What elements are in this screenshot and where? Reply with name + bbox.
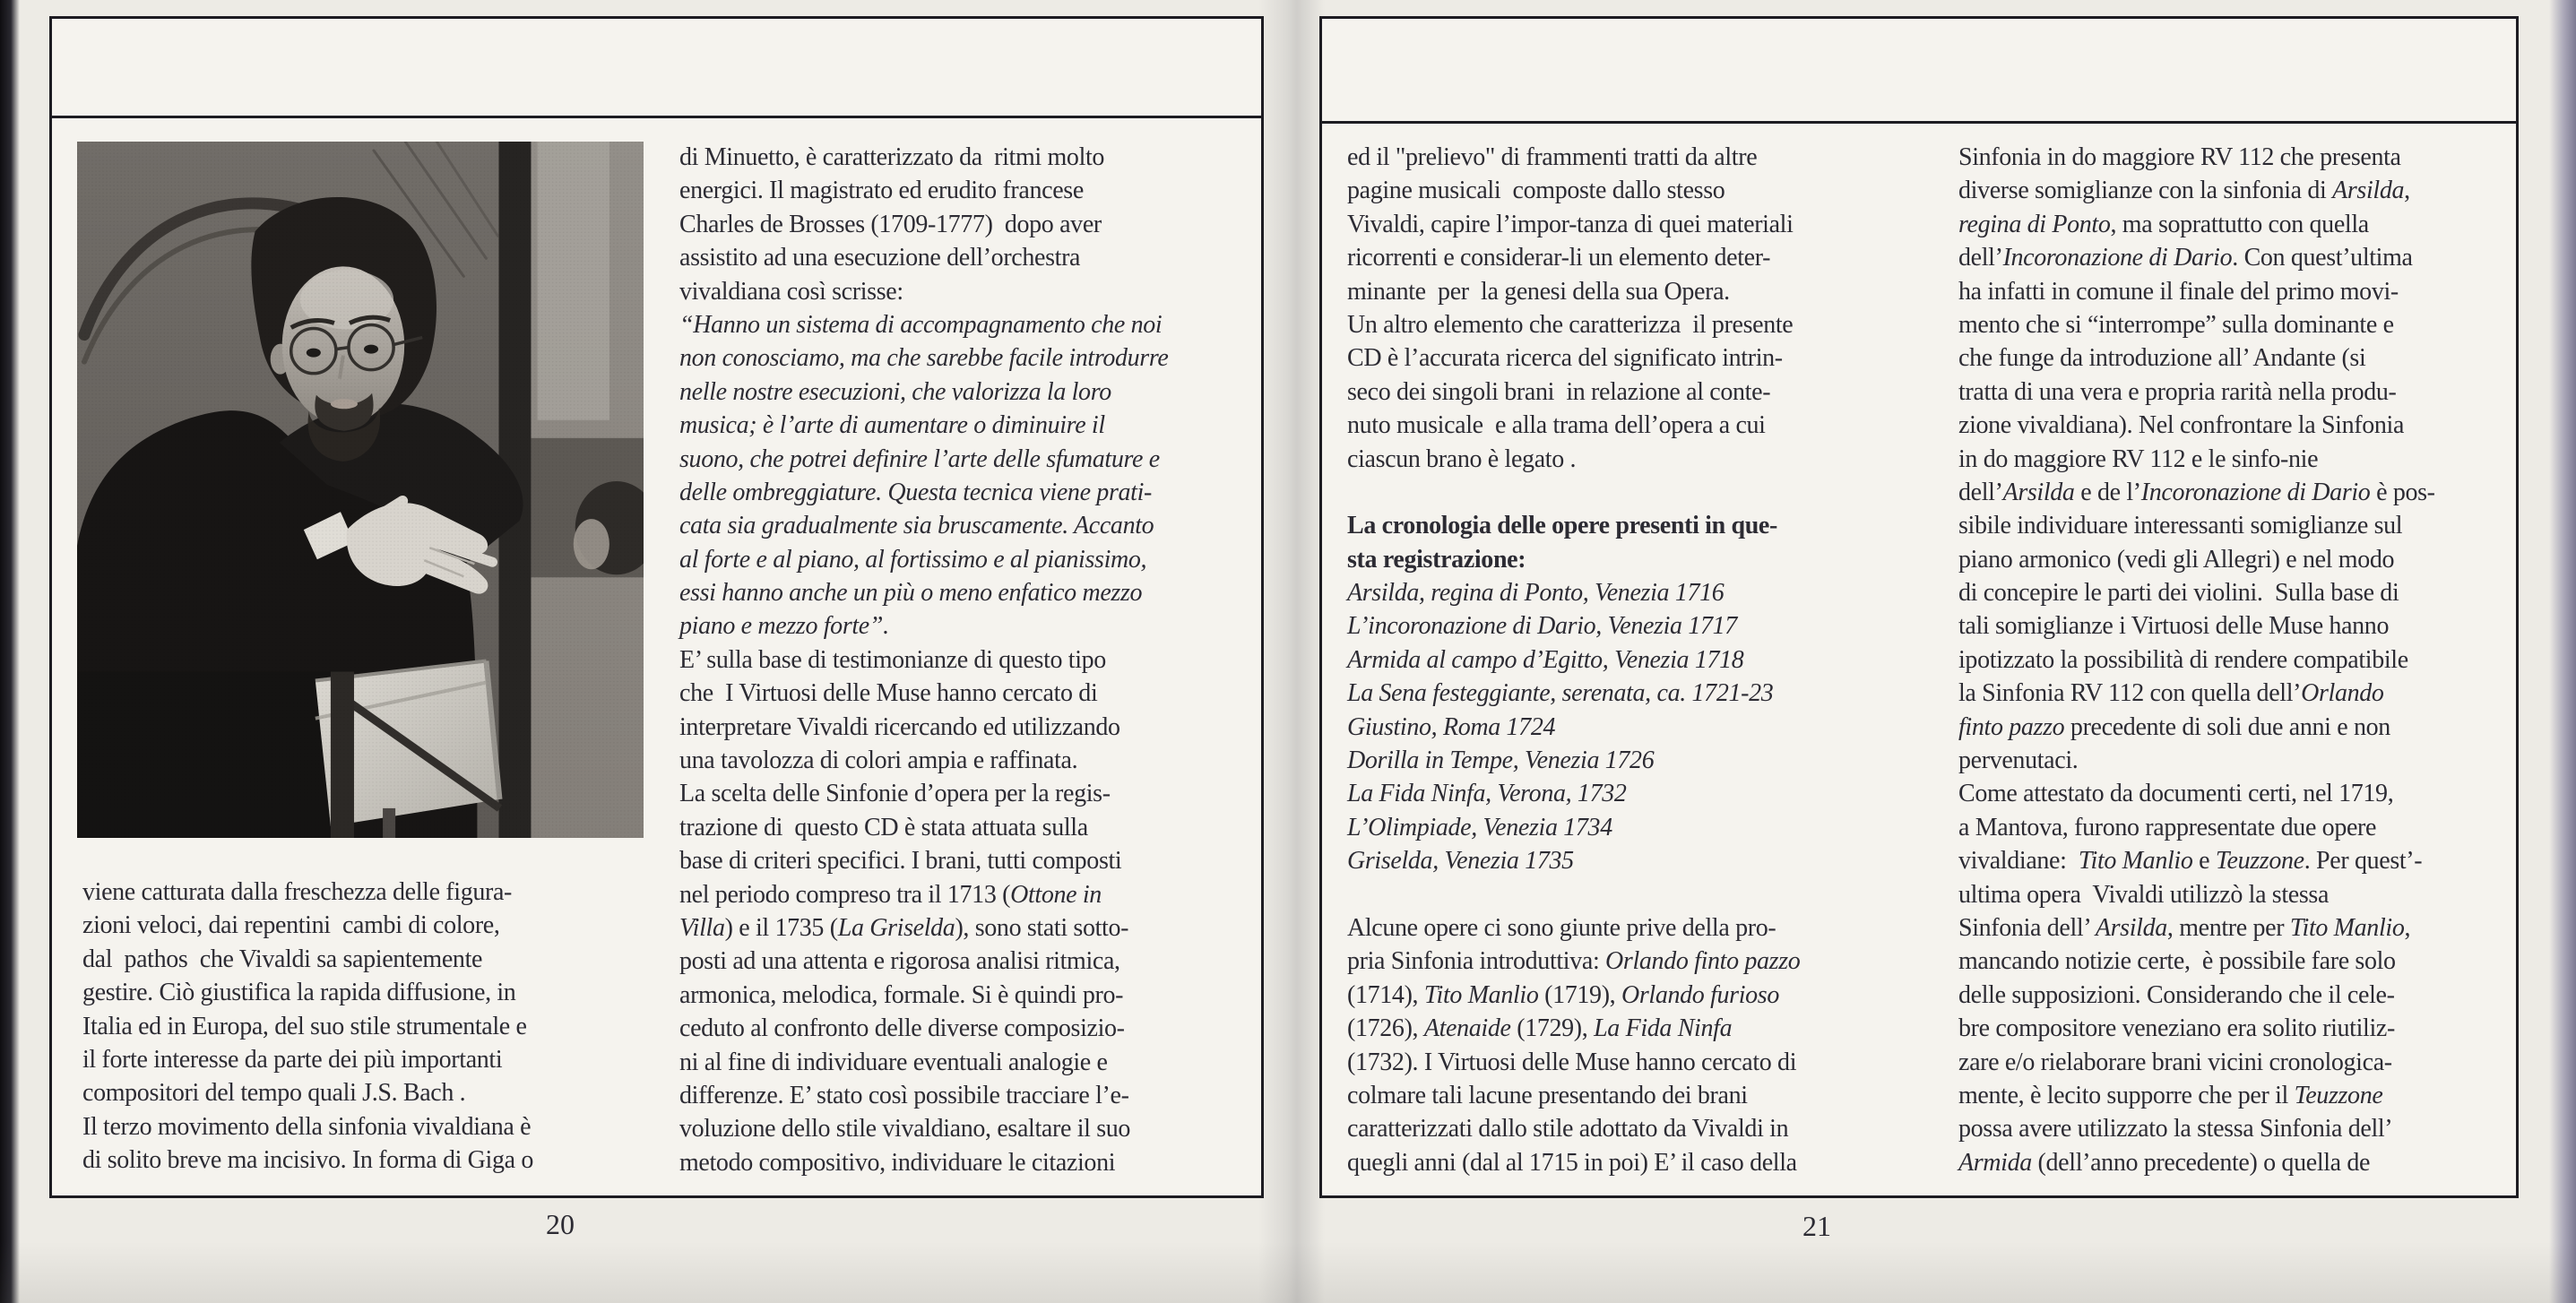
text-run: Orlando furioso <box>1621 980 1779 1009</box>
text-run: E’ sulla base di testimonianze di questo tipo <box>679 645 1106 674</box>
text-run: Tito Manlio <box>2289 913 2405 942</box>
text-run: a Mantova, furono rappresentate due opere <box>1958 813 2377 841</box>
text-line <box>679 609 1260 643</box>
text-line <box>1958 208 2514 241</box>
text-line <box>679 643 1260 677</box>
text-run: pervenutaci. <box>1958 746 2079 775</box>
left-page-column-1 <box>82 876 645 1178</box>
text-run: Villa <box>679 913 725 942</box>
text-run: cata sia gradualmente sia bruscamente. Accanto <box>679 512 1154 540</box>
text-run: minante per la genesi della sua Opera. <box>1347 277 1730 306</box>
text-line <box>82 1010 645 1043</box>
text-line <box>679 945 1260 978</box>
text-line <box>1958 878 2514 911</box>
text-run: regina di Ponto <box>1958 210 2111 238</box>
text-run: Arsilda <box>2002 478 2075 506</box>
text-line <box>679 308 1260 341</box>
text-run: ) e il 1735 ( <box>724 913 838 942</box>
text-run: delle supposizioni. Considerando che il cele- <box>1958 980 2395 1009</box>
text-run: nuto musicale e alla trama dell’opera a cui <box>1347 411 1766 440</box>
text-run: CD è l’accurata ricerca del significato intrin- <box>1347 344 1783 373</box>
text-run: e de l’ <box>2074 478 2141 506</box>
text-line <box>679 241 1260 274</box>
text-line <box>1958 141 2514 174</box>
text-line <box>1958 777 2514 810</box>
text-run: piano armonico (vedi gli Allegri) e nel modo <box>1958 545 2395 574</box>
text-run: nelle nostre esecuzioni, che valorizza la loro <box>679 377 1111 406</box>
text-run: Come attestato da documenti certi, nel 1719, <box>1958 780 2394 808</box>
text-run: (1714), <box>1347 980 1424 1009</box>
text-run: di Minuetto, è caratterizzato da ritmi molto <box>679 143 1105 171</box>
text-run: (1729), <box>1510 1014 1595 1043</box>
text-run: che funge da introduzione all’ Andante (si <box>1958 344 2366 373</box>
text-line <box>1347 341 1912 375</box>
text-run: . Con quest’ultima <box>2232 244 2413 272</box>
text-line <box>679 409 1260 442</box>
text-line <box>1347 1146 1912 1179</box>
text-line <box>1958 844 2514 877</box>
conductor-photo-art <box>77 142 644 838</box>
text-run: tratta di una vera e propria rarità nella produ- <box>1958 377 2397 406</box>
text-line <box>679 208 1260 241</box>
text-line <box>679 777 1260 810</box>
page-number-20: 20 <box>546 1208 575 1240</box>
text-line <box>1347 275 1912 308</box>
text-run: Orlando finto pazzo <box>1605 947 1801 976</box>
text-run: mancando notizie certe, è possibile fare solo <box>1958 947 2396 976</box>
text-run: Tito Manlio <box>2078 847 2193 876</box>
text-run: sta registrazione: <box>1347 545 1526 574</box>
text-line <box>82 943 645 976</box>
text-run: Dorilla in Tempe, Venezia 1726 <box>1347 746 1655 775</box>
text-run: armonica, melodica, formale. Si è quindi pro- <box>679 980 1124 1009</box>
text-line <box>1347 979 1912 1012</box>
text-line <box>1958 275 2514 308</box>
text-line <box>679 911 1260 945</box>
text-run: Vivaldi, capire l’impor-tanza di quei materiali <box>1347 210 1794 238</box>
page-gutter-shadow <box>1258 0 1325 1303</box>
text-run: viene catturata dalla freschezza delle figura- <box>82 878 513 906</box>
text-run: Incoronazione di Dario <box>2140 478 2371 506</box>
text-run: di solito breve ma incisivo. In forma di Giga o <box>82 1146 533 1175</box>
text-line <box>679 1046 1260 1079</box>
text-line <box>1347 677 1912 710</box>
text-run: Alcune opere ci sono giunte prive della pro- <box>1347 913 1776 942</box>
text-line <box>1958 609 2514 643</box>
text-run: mente, è lecito supporre che per il <box>1958 1081 2295 1109</box>
text-run: una tavolozza di colori ampia e raffinata. <box>679 746 1078 775</box>
text-run: Griselda, Venezia 1735 <box>1347 847 1574 876</box>
halftone-overlay <box>77 142 644 838</box>
text-line <box>82 1143 645 1177</box>
text-line <box>1958 576 2514 609</box>
text-run: Arsilda <box>2332 177 2405 205</box>
text-line <box>1958 643 2514 677</box>
text-line <box>679 341 1260 375</box>
text-run: Arsilda <box>2095 913 2167 942</box>
text-run: Charles de Brosses (1709-1777) dopo aver <box>679 210 1102 238</box>
text-line <box>679 878 1260 911</box>
text-run: Ottone in <box>1010 880 1102 909</box>
text-run: Teuzzone <box>2294 1081 2383 1109</box>
text-line <box>679 375 1260 409</box>
text-line <box>1347 241 1912 274</box>
text-line <box>1958 443 2514 476</box>
text-run: bre compositore veneziano era solito riutiliz- <box>1958 1014 2395 1043</box>
right-page-column-1 <box>1347 141 1912 1179</box>
text-line <box>679 844 1260 877</box>
text-line <box>679 979 1260 1012</box>
text-line <box>679 744 1260 777</box>
text-line <box>1958 174 2514 207</box>
text-line <box>1347 208 1912 241</box>
text-run: il forte interesse da parte dei più importanti <box>82 1045 503 1074</box>
text-run: sibile individuare interessanti somiglianze sul <box>1958 512 2403 540</box>
text-line <box>1347 945 1912 978</box>
text-line <box>679 1112 1260 1145</box>
text-run: La Sena festeggiante, serenata, ca. 1721-23 <box>1347 679 1774 708</box>
text-run: Armida al campo d’Egitto, Venezia 1718 <box>1347 645 1744 674</box>
text-run: Giustino, Roma 1724 <box>1347 712 1556 741</box>
text-line <box>1958 1146 2514 1179</box>
text-line <box>1958 1112 2514 1145</box>
text-line <box>679 174 1260 207</box>
text-line <box>1347 643 1912 677</box>
text-run: suono, che potrei definire l’arte delle sfumature e <box>679 444 1160 473</box>
text-run: delle ombreggiature. Questa tecnica viene prati- <box>679 478 1152 506</box>
text-run: Italia ed in Europa, del suo stile strumentale e <box>82 1012 527 1040</box>
text-run: precedente di soli due anni e non <box>2064 712 2390 741</box>
text-line <box>679 677 1260 710</box>
text-line <box>1958 911 2514 945</box>
text-line <box>1347 878 1912 911</box>
text-run: La scelta delle Sinfonie d’opera per la regis- <box>679 780 1111 808</box>
text-run: , ma soprattutto con quella <box>2110 210 2369 238</box>
text-line <box>679 509 1260 542</box>
text-run: zare e/o rielaborare brani vicini cronologica- <box>1958 1048 2392 1076</box>
page-number-21: 21 <box>1802 1210 1831 1242</box>
text-run: dell’ <box>1958 244 2003 272</box>
text-run: , <box>2404 913 2411 942</box>
text-run: che I Virtuosi delle Muse hanno cercato di <box>679 679 1098 708</box>
text-line <box>1347 543 1912 576</box>
text-run: la Sinfonia RV 112 con quella dell’ <box>1958 679 2302 708</box>
text-run: . Per quest’- <box>2304 847 2423 876</box>
text-run: musica; è l’arte di aumentare o diminuire il <box>679 411 1105 440</box>
text-run: gestire. Ciò giustifica la rapida diffusione, in <box>82 979 516 1007</box>
text-run: Incoronazione di Dario <box>2002 244 2233 272</box>
text-run: “Hanno un sistema di accompagnamento che noi <box>679 310 1163 339</box>
text-run: in do maggiore RV 112 e le sinfo-nie <box>1958 444 2319 473</box>
text-line <box>679 1012 1260 1045</box>
text-line <box>679 275 1260 308</box>
text-line <box>1347 409 1912 442</box>
text-run: posti ad una attenta e rigorosa analisi ritmica, <box>679 947 1120 976</box>
text-line <box>1347 1012 1912 1045</box>
text-line <box>1958 308 2514 341</box>
left-page-column-2 <box>679 141 1260 1179</box>
text-run: metodo compositivo, individuare le citazioni <box>679 1148 1116 1177</box>
text-line <box>679 811 1260 844</box>
text-line <box>679 576 1260 609</box>
text-line <box>1347 576 1912 609</box>
text-line <box>82 1110 645 1143</box>
text-run: trazione di questo CD è stata attuata sulla <box>679 813 1088 841</box>
text-line <box>1347 308 1912 341</box>
scan-bottom-shadow <box>0 1242 2576 1303</box>
text-run: dell’ <box>1958 478 2003 506</box>
scan-edge-right <box>2549 0 2576 1303</box>
text-line <box>679 476 1260 509</box>
text-line <box>1347 1046 1912 1079</box>
text-line <box>679 443 1260 476</box>
text-run: (1719), <box>1538 980 1621 1009</box>
text-line <box>1347 141 1912 174</box>
text-run: pria Sinfonia introduttiva: <box>1347 947 1606 976</box>
text-run: piano e mezzo forte”. <box>679 612 889 641</box>
text-line <box>1347 811 1912 844</box>
scan-edge-left <box>0 0 20 1303</box>
text-run: vivaldiana così scrisse: <box>679 277 903 306</box>
text-line <box>1347 609 1912 643</box>
text-run: Sinfonia in do maggiore RV 112 che presenta <box>1958 143 2401 171</box>
text-line <box>1347 375 1912 409</box>
text-run: ), sono stati sotto- <box>955 913 1129 942</box>
text-line <box>1958 1046 2514 1079</box>
text-run: ciascun brano è legato . <box>1347 444 1577 473</box>
text-run: assistito ad una esecuzione dell’orchestra <box>679 244 1081 272</box>
text-line <box>1958 543 2514 576</box>
text-line <box>1958 711 2514 744</box>
header-rule-right-page <box>1322 121 2516 124</box>
text-line <box>1347 777 1912 810</box>
text-run: (dell’anno precedente) o quella de <box>2031 1148 2371 1177</box>
text-line <box>679 1146 1260 1179</box>
text-line <box>1958 476 2514 509</box>
text-line <box>82 1043 645 1076</box>
text-run: diverse somiglianze con la sinfonia di <box>1958 177 2333 205</box>
text-run: Orlando <box>2301 679 2384 708</box>
text-line <box>679 1079 1260 1112</box>
text-line <box>1958 409 2514 442</box>
text-run: , <box>2404 177 2410 205</box>
text-run: base di criteri specifici. I brani, tutti composti <box>679 847 1122 876</box>
text-line <box>82 976 645 1009</box>
text-run: Atenaide <box>1423 1014 1511 1043</box>
text-run: quegli anni (dal al 1715 in poi) E’ il caso della <box>1347 1148 1797 1177</box>
text-run: zione vivaldiana). Nel confrontare la Sinfonia <box>1958 411 2405 440</box>
text-run: La Griselda <box>837 913 955 942</box>
text-line <box>1958 945 2514 978</box>
text-line <box>679 711 1260 744</box>
text-line <box>1958 241 2514 274</box>
text-line <box>1347 1079 1912 1112</box>
text-line <box>1958 979 2514 1012</box>
text-run: possa avere utilizzato la stessa Sinfonia dell’ <box>1958 1115 2393 1143</box>
text-run: L’Olimpiade, Venezia 1734 <box>1347 813 1612 841</box>
text-run: Il terzo movimento della sinfonia vivaldiana è <box>82 1112 532 1141</box>
text-run: vivaldiane: <box>1958 847 2079 876</box>
text-line <box>1958 1012 2514 1045</box>
text-run: caratterizzati dallo stile adottato da Vivaldi in <box>1347 1115 1789 1143</box>
text-line <box>1347 711 1912 744</box>
text-line <box>82 909 645 942</box>
header-rule-left-page <box>52 116 1261 118</box>
text-line <box>1958 375 2514 409</box>
text-line <box>679 141 1260 174</box>
text-run: colmare tali lacune presentando dei brani <box>1347 1081 1748 1109</box>
text-run: non conosciamo, ma che sarebbe facile introdurre <box>679 344 1169 373</box>
text-run: L’incoronazione di Dario, Venezia 1717 <box>1347 612 1737 641</box>
text-line <box>1347 844 1912 877</box>
text-run: ed il "prelievo" di frammenti tratti da altre <box>1347 143 1758 171</box>
text-run: voluzione dello stile vivaldiano, esaltare il suo <box>679 1115 1131 1143</box>
text-run: ipotizzato la possibilità di rendere compatibile <box>1958 645 2408 674</box>
text-run: interpretare Vivaldi ricercando ed utilizzando <box>679 712 1120 741</box>
text-line <box>1958 811 2514 844</box>
text-line <box>679 543 1260 576</box>
text-run: La cronologia delle opere presenti in que- <box>1347 512 1777 540</box>
text-run: e <box>2192 847 2216 876</box>
text-line <box>1347 744 1912 777</box>
text-line <box>1347 1112 1912 1145</box>
text-run: Arsilda, regina di Ponto, Venezia 1716 <box>1347 579 1725 608</box>
text-run: ceduto al confronto delle diverse composizio- <box>679 1014 1125 1043</box>
text-run: di concepire le parti dei violini. Sulla base di <box>1958 579 2399 608</box>
text-run: ha infatti in comune il finale del primo movi- <box>1958 277 2399 306</box>
conductor-photo <box>77 142 644 838</box>
text-run: finto pazzo <box>1958 712 2065 741</box>
text-run: Teuzzone <box>2215 847 2304 876</box>
right-page-column-2 <box>1958 141 2514 1179</box>
text-run: Tito Manlio <box>1423 980 1539 1009</box>
text-run: dal pathos che Vivaldi sa sapientemente <box>82 945 483 973</box>
text-run: zioni veloci, dai repentini cambi di colore, <box>82 911 500 940</box>
text-run: essi hanno anche un più o meno enfatico mezzo <box>679 579 1143 608</box>
text-run: ricorrenti e considerar-li un elemento deter- <box>1347 244 1771 272</box>
text-run: Un altro elemento che caratterizza il presente <box>1347 310 1794 339</box>
text-run: compositori del tempo quali J.S. Bach . <box>82 1079 466 1108</box>
text-run: è pos- <box>2370 478 2435 506</box>
text-run: , mentre per <box>2166 913 2290 942</box>
text-run: (1732). I Virtuosi delle Muse hanno cercato di <box>1347 1048 1797 1076</box>
text-line <box>1347 174 1912 207</box>
text-run: La Fida Ninfa <box>1594 1014 1733 1043</box>
text-line <box>1958 341 2514 375</box>
text-line <box>1347 476 1912 509</box>
text-line <box>82 876 645 909</box>
text-run: Armida <box>1958 1148 2032 1177</box>
text-line <box>82 1076 645 1109</box>
text-line <box>1347 509 1912 542</box>
text-run: Sinfonia dell’ <box>1958 913 2096 942</box>
text-run: pagine musicali composte dallo stesso <box>1347 177 1725 205</box>
text-run: ni al fine di individuare eventuali analogie e <box>679 1048 1108 1076</box>
text-run: ultima opera Vivaldi utilizzò la stessa <box>1958 880 2330 909</box>
text-line <box>1347 911 1912 945</box>
text-run: al forte e al piano, al fortissimo e al pianissimo, <box>679 545 1147 574</box>
text-line <box>1958 677 2514 710</box>
text-run: nel periodo compreso tra il 1713 ( <box>679 880 1011 909</box>
text-run: differenze. E’ stato così possibile tracciare l’e- <box>679 1081 1129 1109</box>
text-line <box>1958 1079 2514 1112</box>
text-run: seco dei singoli brani in relazione al conte- <box>1347 377 1771 406</box>
text-run: energici. Il magistrato ed erudito francese <box>679 177 1084 205</box>
text-run: mento che si “interrompe” sulla dominante e <box>1958 310 2394 339</box>
text-line <box>1958 744 2514 777</box>
text-run: (1726), <box>1347 1014 1424 1043</box>
text-line <box>1347 443 1912 476</box>
text-run: tali somiglianze i Virtuosi delle Muse hanno <box>1958 612 2390 641</box>
text-run: La Fida Ninfa, Verona, 1732 <box>1347 780 1627 808</box>
text-line <box>1958 509 2514 542</box>
